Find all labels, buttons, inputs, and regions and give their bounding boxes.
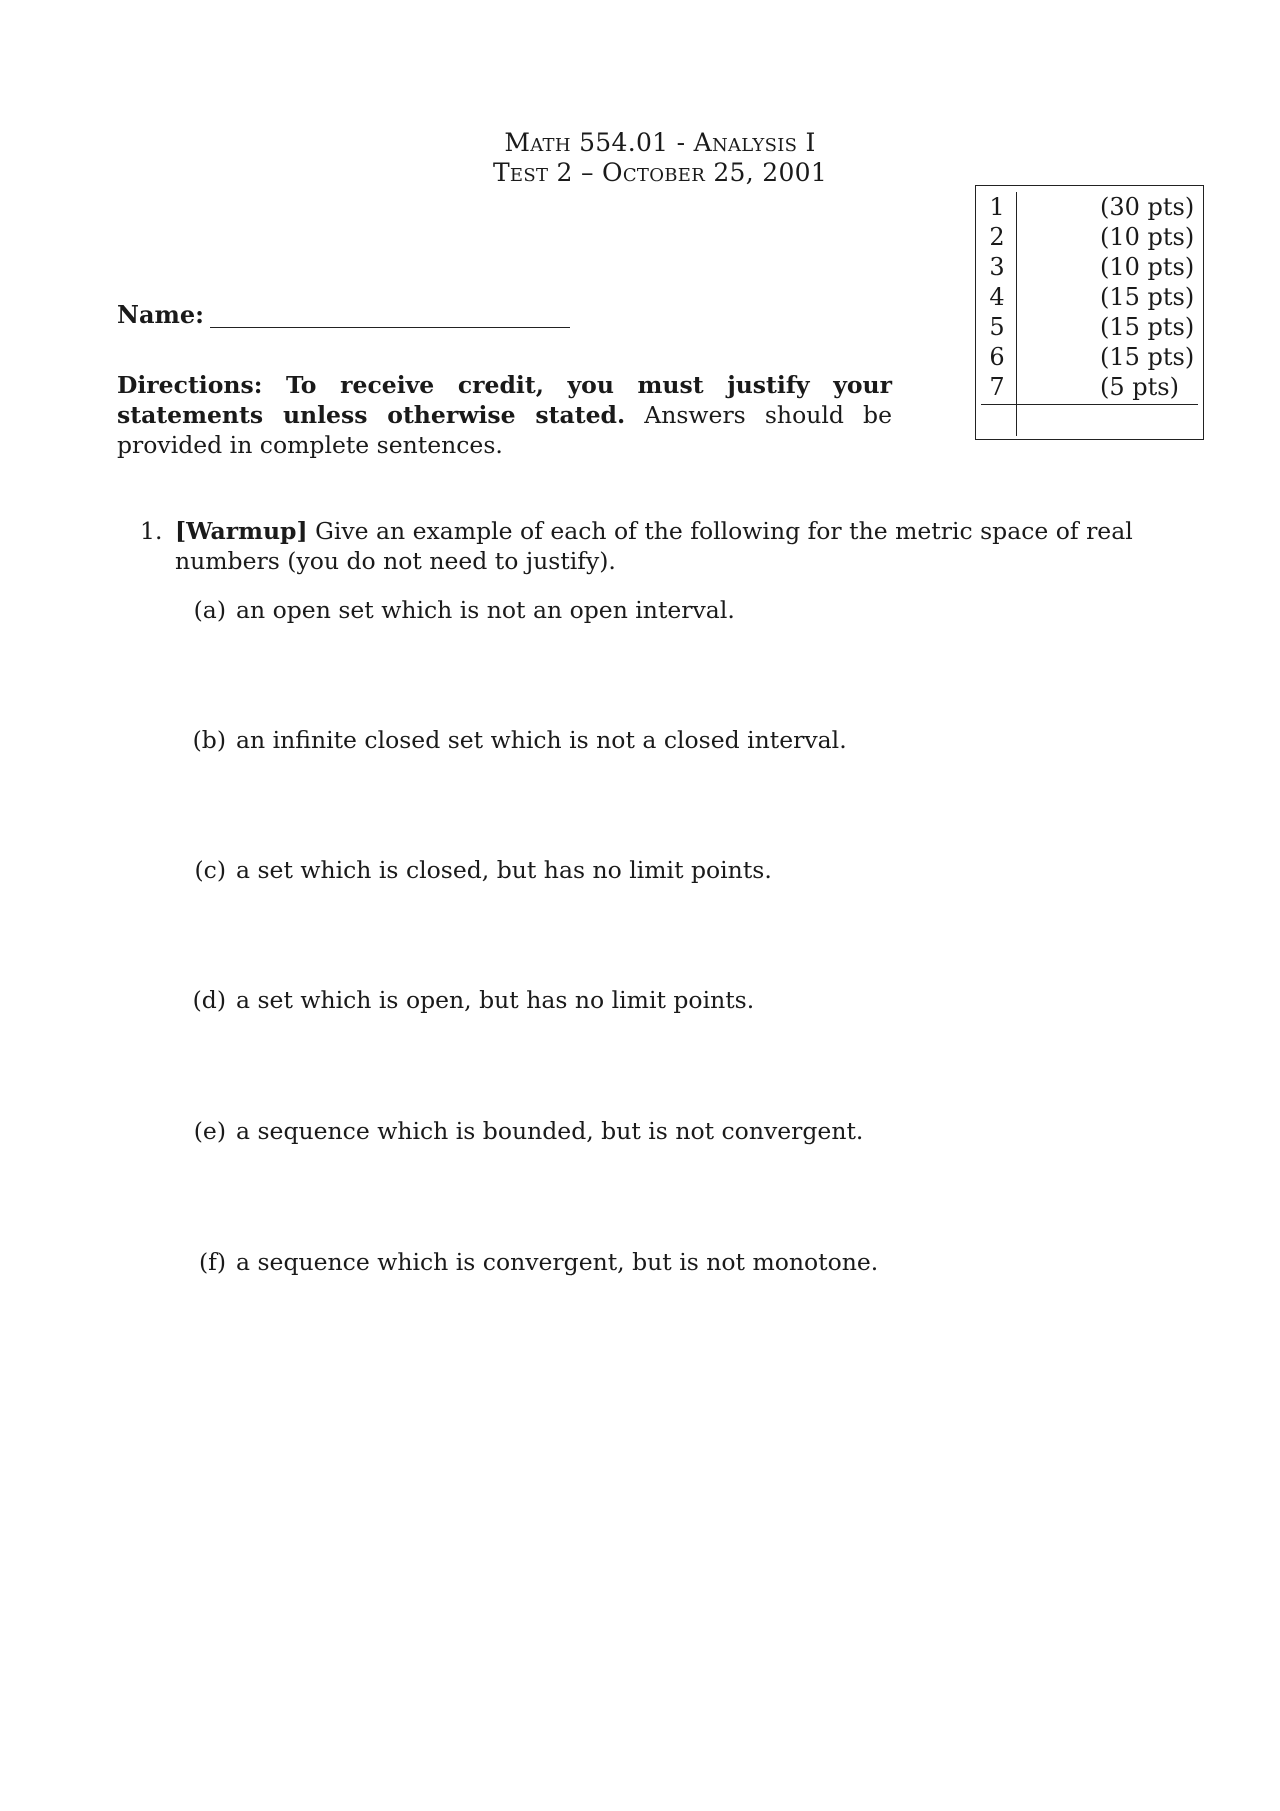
problem-points: (30 pts) — [1100, 193, 1195, 221]
problem-points: (15 pts) — [1100, 283, 1195, 311]
part-text: a set which is open, but has no limit points. — [236, 986, 755, 1014]
problem-number: 3 — [989, 253, 1005, 281]
score-table — [975, 185, 1204, 440]
problem-number: 5 — [989, 313, 1005, 341]
problem-points: (5 pts) — [1100, 373, 1179, 401]
part-text: a sequence which is convergent, but is not monotone. — [236, 1248, 879, 1276]
problem-number: 7 — [989, 373, 1005, 401]
name-label: Name: — [117, 300, 205, 329]
score-row — [976, 222, 1205, 252]
problem-number: 1 — [989, 193, 1005, 221]
score-row — [976, 252, 1205, 282]
question-tag: [Warmup] — [175, 517, 308, 545]
score-row — [976, 342, 1205, 372]
part-text: an infinite closed set which is not a closed interval. — [236, 726, 847, 754]
test-title: Test 2 – October 25, 2001 — [492, 158, 828, 187]
part-label: (e) — [193, 1117, 226, 1145]
part-text: an open set which is not an open interval. — [236, 596, 735, 624]
question-number: 1. — [140, 517, 163, 545]
question-part — [178, 855, 772, 885]
part-label: (a) — [193, 596, 226, 624]
problem-points: (15 pts) — [1100, 343, 1195, 371]
score-row — [976, 372, 1205, 402]
score-table-total-rule — [981, 404, 1198, 405]
question-part — [178, 1116, 863, 1146]
question-1 — [140, 516, 1205, 576]
question-part — [178, 985, 754, 1015]
problem-points: (10 pts) — [1100, 253, 1195, 281]
question-part — [178, 725, 847, 755]
directions — [117, 370, 892, 460]
score-row — [976, 282, 1205, 312]
directions-bold: Directions: To receive credit, you must justify your statements unless otherwise stated. — [117, 371, 892, 429]
score-row — [976, 192, 1205, 222]
part-label: (b) — [192, 726, 226, 754]
part-label: (c) — [194, 856, 226, 884]
page-header — [0, 128, 1280, 188]
question-part — [178, 595, 735, 625]
problem-points: (15 pts) — [1100, 313, 1195, 341]
problem-number: 4 — [989, 283, 1005, 311]
name-field[interactable] — [210, 327, 570, 328]
directions-rest: Answers should be provided in complete sentences. — [117, 401, 892, 459]
course-title: Math 554.01 - Analysis I — [504, 128, 816, 157]
problem-points: (10 pts) — [1100, 223, 1195, 251]
question-part — [178, 1247, 878, 1277]
score-row — [976, 312, 1205, 342]
problem-number: 2 — [989, 223, 1005, 251]
problem-number: 6 — [989, 343, 1005, 371]
part-label: (d) — [192, 986, 226, 1014]
question-text: Give an example of each of the following for the metric space of real numbers (you do not need to justify). — [175, 517, 1133, 575]
part-text: a set which is closed, but has no limit points. — [236, 856, 772, 884]
part-text: a sequence which is bounded, but is not convergent. — [236, 1117, 864, 1145]
part-label: (f) — [198, 1248, 226, 1276]
